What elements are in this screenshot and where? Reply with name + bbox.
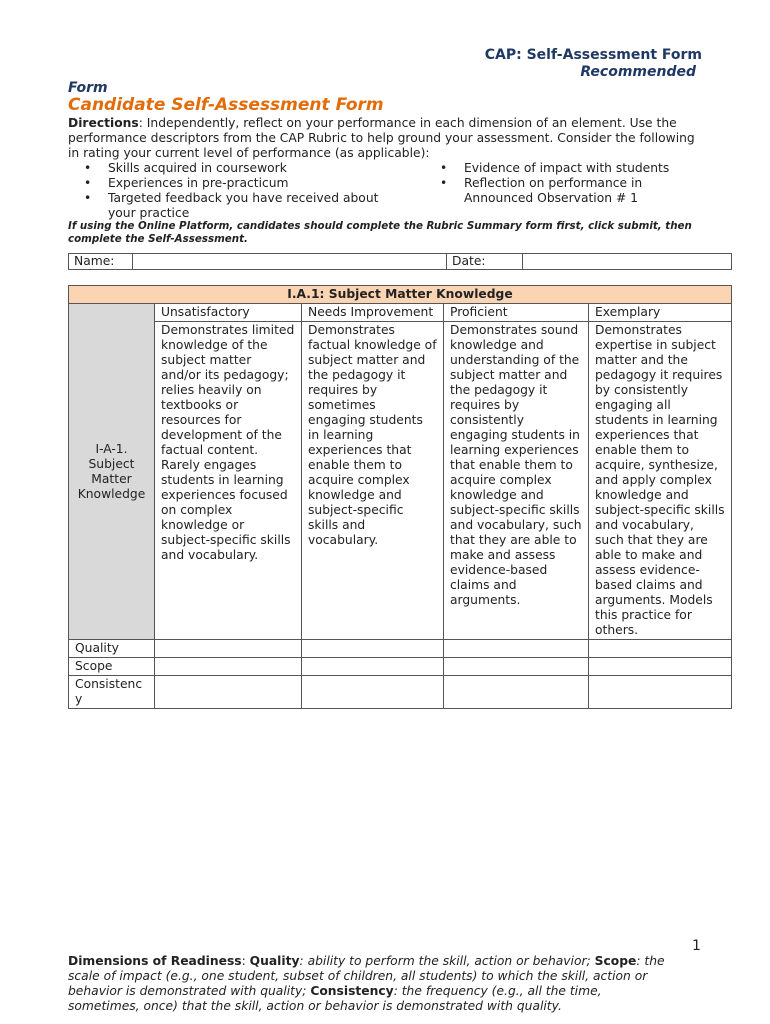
online-platform-note: If using the Online Platform, candidates should complete the Rubric Summary form first, click submit, then complete the Self-Assessment. — [68, 220, 692, 245]
form-label: Form — [68, 80, 108, 96]
footnote-consistency-label: Consistency — [310, 984, 394, 998]
footnote-lead: Dimensions of Readiness — [68, 954, 242, 968]
quality-proficient-cell[interactable] — [444, 640, 589, 658]
name-label: Name: — [69, 254, 133, 270]
name-date-table — [68, 253, 732, 270]
directions-lead: Directions — [68, 116, 139, 130]
level-proficient: Proficient — [444, 304, 589, 322]
rubric-table — [68, 285, 732, 709]
date-field[interactable] — [523, 254, 732, 270]
consistency-exemplary-cell[interactable] — [589, 676, 732, 709]
dimension-quality: Quality — [69, 640, 155, 658]
descriptor-needs-improvement: Demonstrates factual knowledge of subject matter and the pedagogy it requires by sometimes engaging students in learning experiences that enable them to acquire complex knowledge and subject-specific skills and vocabulary. — [302, 322, 444, 640]
page-header — [485, 47, 702, 81]
directions-text: : Independently, reflect on your performance in each dimension of an element. Use the performance descriptors from the CAP Rubric to help ground your assessment. Consider the following in rating your current level of performance (as applicable): — [68, 116, 695, 160]
footnote-scope-text: : the scale of impact (e.g., one student, subset of children, all students) to which the skill, action or behavior is demonstrated with quality; — [68, 954, 665, 998]
quality-unsatisfactory-cell[interactable] — [155, 640, 302, 658]
list-item: • Reflection on performance in Announced Observation # 1 — [424, 176, 704, 206]
rubric-heading: I.A.1: Subject Matter Knowledge — [69, 286, 732, 304]
element-label: I-A-1. Subject Matter Knowledge — [69, 304, 155, 640]
list-item: • Evidence of impact with students — [424, 161, 704, 176]
directions — [68, 116, 708, 161]
date-label: Date: — [447, 254, 523, 270]
dimensions-footnote: Dimensions of Readiness: Quality: ability to perform the skill, action or behavior; Scope: the scale of impact (e.g., one student, subset of children, all students) to which the skill, action or behavior is demonstrated with quality; Consistency: the frequency (e.g., all the time, sometimes, once) that the skill, action or behavior is demonstrated with quality. — [68, 954, 665, 1013]
bullet-list-right — [424, 161, 704, 206]
list-item: • Skills acquired in coursework — [68, 161, 398, 176]
consistency-proficient-cell[interactable] — [444, 676, 589, 709]
name-field[interactable] — [133, 254, 447, 270]
descriptor-unsatisfactory: Demonstrates limited knowledge of the subject matter and/or its pedagogy; relies heavily on textbooks or resources for development of the factual content. Rarely engages students in learning experiences focused on complex knowledge or subject-specific skills and vocabulary. — [155, 322, 302, 640]
consistency-unsatisfactory-cell[interactable] — [155, 676, 302, 709]
bullet-list-left — [68, 161, 398, 221]
footnote-quality-label: Quality — [249, 954, 300, 968]
list-item: • Targeted feedback you have received about your practice — [68, 191, 398, 221]
quality-exemplary-cell[interactable] — [589, 640, 732, 658]
dimension-consistency: Consistency — [69, 676, 155, 709]
scope-proficient-cell[interactable] — [444, 658, 589, 676]
scope-needs-improvement-cell[interactable] — [302, 658, 444, 676]
header-subtitle: Recommended — [580, 64, 696, 80]
dimension-scope: Scope — [69, 658, 155, 676]
list-item: • Experiences in pre-practicum — [68, 176, 398, 191]
descriptor-exemplary: Demonstrates expertise in subject matter and the pedagogy it requires by consistently engaging all students in learning experiences that enable them to acquire, synthesize, and apply complex knowledge and subject-specific skills and vocabulary, such that they are able to make and assess evidence-based claims and arguments. Models this practice for others. — [589, 322, 732, 640]
page-number: 1 — [692, 938, 701, 954]
header-title: CAP: Self-Assessment Form — [484, 47, 702, 63]
footnote-quality-text: : ability to perform the skill, action or behavior; — [299, 954, 595, 968]
footnote-consistency-text: : the frequency (e.g., all the time, sometimes, once) that the skill, action or behavior is demonstrated with quality. — [68, 984, 602, 1013]
scope-exemplary-cell[interactable] — [589, 658, 732, 676]
consistency-needs-improvement-cell[interactable] — [302, 676, 444, 709]
quality-needs-improvement-cell[interactable] — [302, 640, 444, 658]
descriptor-proficient: Demonstrates sound knowledge and understanding of the subject matter and the pedagogy it requires by consistently engaging students in learning experiences that enable them to acquire complex knowledge and subject-specific skills and vocabulary, such that they are able to make and assess evidence-based claims and arguments. — [444, 322, 589, 640]
level-needs-improvement: Needs Improvement — [302, 304, 444, 322]
page-title: Candidate Self-Assessment Form — [68, 95, 384, 115]
scope-unsatisfactory-cell[interactable] — [155, 658, 302, 676]
level-unsatisfactory: Unsatisfactory — [155, 304, 302, 322]
level-exemplary: Exemplary — [589, 304, 732, 322]
footnote-scope-label: Scope — [594, 954, 637, 968]
